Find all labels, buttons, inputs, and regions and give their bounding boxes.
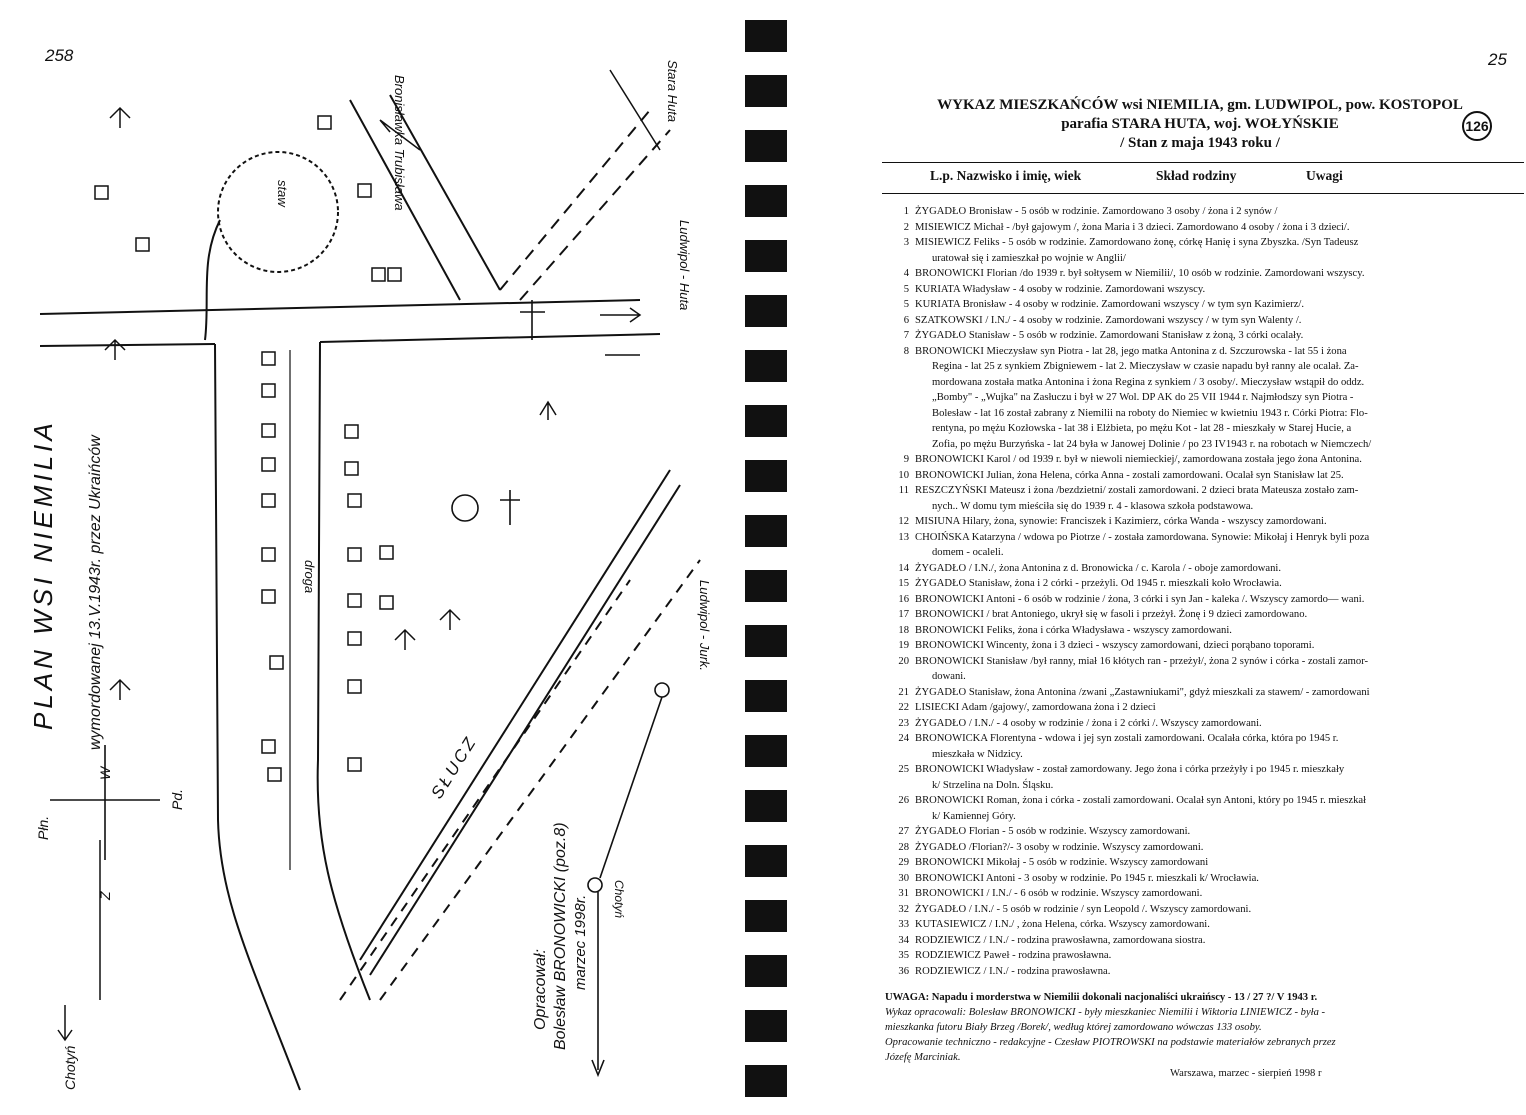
binding-hole	[745, 1065, 787, 1097]
entry-number: 7	[903, 330, 909, 341]
entry-text: ŻYGADŁO / I.N./ - 5 osób w rodzinie / syn Leopold /. Wszyscy zamordowani.	[915, 903, 1252, 915]
entry-number: 11	[898, 485, 909, 496]
entry-number: 20	[898, 655, 909, 667]
entry-number: 29	[898, 857, 909, 868]
entry-text: BRONOWICKI Antoni - 6 osób w rodzinie / żona, 3 córki i syn Jan - kaleka /. Wszyscy zamordo— wani.	[915, 593, 1365, 605]
compass-west: Z	[97, 891, 113, 900]
road-stara-huta-left	[500, 110, 650, 290]
list-item	[882, 452, 1522, 468]
header-rule-top	[882, 162, 1524, 163]
entry-continuation: k/ Kamiennej Góry.	[932, 810, 1016, 822]
inhabitants-list	[882, 204, 1522, 979]
entry-number: 12	[898, 516, 909, 527]
village-road-left-edge	[215, 344, 300, 1090]
entry-number: 2	[903, 221, 909, 233]
entry-text: BRONOWICKI / brat Antoniego, ukrył się w fasoli i przeżył. Żonę i 9 dzieci zamordowano.	[915, 609, 1308, 620]
right-page-number: 25	[1488, 50, 1507, 69]
note-line-3: Opracowanie techniczno - redakcyjne - Czesław PIOTROWSKI na podstawie materiałów zebranych przez	[885, 1037, 1336, 1048]
compass-south: Pd.	[169, 788, 185, 810]
entry-number: 24	[898, 733, 909, 744]
list-title	[920, 96, 1480, 153]
entry-text: ŻYGADŁO Stanisław, żona i 2 córki - przeżyli. Od 1945 r. mieszkali koło Wrocławia.	[915, 578, 1282, 589]
list-item	[882, 592, 1522, 608]
binding-hole	[745, 680, 787, 712]
entry-text: MISIEWICZ Feliks - 5 osób w rodzinie. Zamordowano żonę, córkę Hanię i syna Zbyszka. /Syn Tadeusz	[915, 237, 1359, 248]
road-droga: droga	[302, 560, 317, 594]
entry-number: 36	[898, 965, 909, 977]
entry-text: LISIECKI Adam /gajowy/, zamordowana żona i 2 dzieci	[915, 702, 1156, 713]
entry-continuation: „Bomby" - „Wujka" na Zasłuczu i był w 27 Wol. DP AK do 25 VII 1944 r. Najmłodszy syn Piotra -	[932, 392, 1354, 403]
note-line-4: Józefę Marciniak.	[885, 1052, 961, 1063]
binding-hole	[745, 570, 787, 602]
river-dashed-bank-2	[380, 560, 700, 1000]
note-line-2: mieszkanka futoru Biały Brzeg /Borek/, według której zamordowano wówczas 133 osoby.	[885, 1022, 1262, 1033]
entry-number: 32	[898, 903, 909, 915]
village-map	[0, 0, 740, 1115]
entry-number: 23	[898, 717, 909, 729]
list-item	[882, 948, 1522, 964]
title-line-1: WYKAZ MIESZKAŃCÓW wsi NIEMILIA, gm. LUDWIPOL, pow. KOSTOPOL	[937, 97, 1463, 113]
note-heading: UWAGA: Napadu i morderstwa w Niemilii dokonali nacjonaliści ukraińscy - 13 / 27 ?/ V 1943 r.	[885, 992, 1318, 1003]
entry-text: RODZIEWICZ / I.N./ - rodzina prawosławna, zamordowana siostra.	[915, 934, 1206, 946]
entry-text: ŻYGADŁO Stanisław, żona Antonina /zwani „Zastawniukami", gdyż mieszkali za stawem/ - zamordowani	[915, 686, 1370, 698]
entry-number: 13	[898, 531, 909, 543]
entry-number: 30	[898, 872, 909, 884]
note-block	[885, 990, 1525, 1065]
entry-number: 27	[898, 826, 909, 837]
list-item	[882, 762, 1522, 778]
entry-text: BRONOWICKI Mieczysław syn Piotra - lat 28, jego matka Antonina z d. Szczurowska - lat 55 i żona	[915, 345, 1347, 357]
list-item	[882, 840, 1522, 856]
main-road-top-edge	[40, 300, 640, 314]
left-page-number: 258	[45, 46, 74, 65]
list-item	[882, 282, 1522, 298]
entry-number: 4	[903, 268, 909, 279]
list-item	[882, 933, 1522, 949]
entry-number: 18	[898, 624, 909, 636]
entry-continuation: k/ Strzelina na Doln. Śląsku.	[932, 779, 1054, 791]
list-item	[882, 638, 1522, 654]
binding-hole	[745, 845, 787, 877]
binding-hole	[745, 735, 787, 767]
list-item	[882, 514, 1522, 530]
list-item	[882, 204, 1522, 220]
entry-text: BRONOWICKI Wincenty, żona i 3 dzieci - wszyscy zamordowani, dzieci porąbano toporami.	[915, 640, 1315, 651]
entry-number: 21	[898, 686, 909, 698]
entry-continuation: dowani.	[932, 671, 966, 682]
houses	[95, 116, 401, 781]
list-item	[882, 483, 1522, 499]
village-road-right-edge	[318, 342, 370, 1000]
entry-text: ŻYGADŁO /Florian?/- 3 osoby w rodzinie. Wszyscy zamordowani.	[915, 841, 1204, 853]
list-item	[882, 235, 1522, 251]
entry-text: RODZIEWICZ / I.N./ - rodzina prawosławna.	[915, 965, 1111, 977]
road-chotyn-right: Chotyń	[612, 880, 626, 919]
arrows	[58, 70, 660, 1040]
entry-continuation: nych.. W domu tym mieściła się do 1939 r. 4 - klasowa szkoła podstawowa.	[932, 500, 1254, 512]
list-item	[882, 530, 1522, 546]
entry-text: ŻYGADŁO / I.N./, żona Antonina z d. Bronowicka / c. Karola / - oboje zamordowani.	[915, 562, 1281, 574]
entry-number: 34	[898, 934, 909, 946]
entry-text: RODZIEWICZ Paweł - rodzina prawosławna.	[915, 950, 1112, 961]
entry-number: 33	[898, 919, 909, 930]
binding-hole	[745, 130, 787, 162]
entry-continuation: Zofia, po mężu Burzyńska - lat 24 była w Janowej Dolinie / po 23 IV1943 r. na robotach w Niemczech/	[932, 438, 1372, 450]
entry-text: ŻYGADŁO Bronisław - 5 osób w rodzinie. Zamordowano 3 osoby / żona i 2 synów /	[915, 206, 1278, 217]
document-number-badge: 126	[1462, 111, 1492, 141]
entry-text: KUTASIEWICZ / I.N./ , żona Helena, córka. Wszyscy zamordowani.	[915, 919, 1210, 930]
main-road-bottom-edge-right	[320, 334, 660, 342]
entry-text: MISIEWICZ Michał - /był gajowym /, żona Maria i 3 dzieci. Zamordowano 4 osoby / żona i 3 dzieci/.	[915, 221, 1350, 233]
entry-number: 9	[903, 454, 909, 465]
list-item	[882, 220, 1522, 236]
entry-number: 8	[903, 345, 909, 357]
entry-number: 22	[898, 702, 909, 713]
entry-number: 17	[898, 609, 909, 620]
list-item	[882, 871, 1522, 887]
entry-text: ŻYGADŁO Stanisław - 5 osób w rodzinie. Zamordowani Stanisław z żoną, 3 córki ocalały.	[915, 330, 1304, 341]
list-item	[882, 468, 1522, 484]
entry-continuation: mieszkała w Nidzicy.	[932, 748, 1023, 760]
left-page-map	[0, 0, 740, 1115]
binding-hole	[745, 20, 787, 52]
binding-hole	[745, 185, 787, 217]
river-edge-2	[370, 485, 680, 975]
list-item	[882, 886, 1522, 902]
entry-number: 19	[898, 640, 909, 651]
cross-symbol-2	[520, 300, 545, 340]
compass-rose	[50, 745, 160, 860]
entry-number: 28	[898, 841, 909, 853]
authors-label: Opracował:	[532, 949, 549, 1030]
binding-hole	[745, 790, 787, 822]
pond-label: staw	[275, 180, 290, 207]
entry-number: 35	[898, 950, 909, 961]
binding-hole	[745, 515, 787, 547]
list-item	[882, 297, 1522, 313]
place-and-date: Warszawa, marzec - sierpień 1998 r	[1170, 1068, 1322, 1079]
header-rule-bottom	[882, 193, 1524, 194]
list-item	[882, 824, 1522, 840]
list-item	[882, 313, 1522, 329]
entry-continuation: Bolesław - lat 16 został zabrany z Niemilii na roboty do Niemiec w kwietniu 1943 r. Córki Piotra: Flo-	[932, 407, 1368, 419]
binding-hole	[745, 625, 787, 657]
river-name: SŁUCZ	[427, 732, 481, 803]
list-item	[882, 902, 1522, 918]
title-line-2: parafia STARA HUTA, woj. WOŁYŃSKIE	[1061, 116, 1339, 132]
list-item	[882, 731, 1522, 747]
entry-number: 5	[903, 299, 909, 310]
binding-hole	[745, 460, 787, 492]
church-circle	[452, 495, 478, 521]
entry-text: BRONOWICKI Mikołaj - 5 osób w rodzinie. Wszyscy zamordowani	[915, 857, 1209, 868]
binding-hole	[745, 405, 787, 437]
list-item	[882, 576, 1522, 592]
list-item	[882, 716, 1522, 732]
entry-text: BRONOWICKI Antoni - 3 osoby w rodzinie. Po 1945 r. mieszkali k/ Wrocławia.	[915, 872, 1259, 884]
line-between-points	[600, 697, 662, 878]
main-road-bottom-edge-left	[40, 344, 215, 346]
road-ludwipol-jurkiewicze: Ludwipol - Jurk.	[697, 580, 712, 672]
entry-number: 14	[898, 562, 909, 574]
entry-text: RESZCZYŃSKI Mateusz i żona /bezdzietni/ zostali zamordowani. 2 dzieci brata Mateusza zostało zam-	[915, 485, 1359, 496]
entry-text: MISIUNA Hilary, żona, synowie: Franciszek i Kazimierz, córka Wanda - wszyscy zamordowani.	[915, 516, 1327, 527]
entry-number: 15	[898, 578, 909, 589]
entry-text: BRONOWICKI Julian, żona Helena, córka Anna - zostali zamordowani. Ocalał syn Stanisław lat 25.	[915, 469, 1344, 481]
binding-hole	[745, 295, 787, 327]
entry-number: 6	[903, 314, 909, 326]
entry-number: 5	[903, 283, 909, 295]
list-item	[882, 266, 1522, 282]
entry-text: BRONOWICKI Stanisław /był ranny, miał 16 kłótych ran - przeżył/, żona 2 synów i córka - zostali zamor-	[915, 655, 1369, 667]
cross-symbol	[500, 490, 520, 525]
entry-text: BRONOWICKA Florentyna - wdowa i jej syn zostali zamordowani. Ocalała córka, która po 1945 r.	[915, 733, 1339, 744]
binding-hole	[745, 1010, 787, 1042]
list-item	[882, 561, 1522, 577]
road-stara-huta-right	[520, 130, 670, 300]
entry-continuation: Regina - lat 25 z synkiem Zbigniewem - lat 2. Mieczysław w czasie napadu był ranny ale ocalał. Za-	[932, 361, 1359, 372]
binding-hole	[745, 900, 787, 932]
list-item	[882, 654, 1522, 670]
entry-text: BRONOWICKI Karol / od 1939 r. był w niewoli niemieckiej/, zamordowana została jego żona Antonina.	[915, 454, 1362, 465]
pond	[218, 152, 338, 272]
entry-continuation: mordowana została matka Antonina i żona Regina z synkiem / 3 osoby/. Mieczysław wstąpił do oddz.	[932, 376, 1365, 388]
binding-hole	[745, 350, 787, 382]
road-bronislawka: Bronisławka Trubisława	[392, 75, 407, 211]
list-item	[882, 700, 1522, 716]
entry-number: 10	[898, 469, 909, 481]
compass-north: Płn.	[35, 815, 51, 840]
entry-continuation: rentyna, po mężu Kozłowska - lat 38 i Elżbieta, po mężu Kot - lat 28 - mieszkały w Starej Hucie, a	[932, 423, 1352, 434]
list-item	[882, 344, 1522, 360]
point-circle-1	[655, 683, 669, 697]
right-page-list	[800, 0, 1526, 1115]
entry-text: CHOIŃSKA Katarzyna / wdowa po Piotrze / - została zamordowana. Synowie: Mikołaj i Henryk byli poza	[915, 531, 1370, 543]
entry-continuation: domem - ocaleli.	[932, 547, 1004, 558]
road-chotyn: Chotyń	[62, 1045, 78, 1090]
entry-text: SZATKOWSKI / I.N./ - 4 osoby w rodzinie. Zamordowani wszyscy / w tym syn Walenty /.	[915, 314, 1302, 326]
binding-hole	[745, 240, 787, 272]
point-circle-2	[588, 878, 602, 892]
title-line-3: / Stan z maja 1943 roku /	[1120, 135, 1280, 151]
list-item	[882, 793, 1522, 809]
spiral-binding	[740, 0, 800, 1115]
road-stara-huta: Stara Huta	[665, 60, 680, 123]
list-item	[882, 855, 1522, 871]
road-ludwipol: Ludwipol - Huta	[677, 220, 692, 311]
list-item	[882, 917, 1522, 933]
column-header-family: Skład rodziny	[1156, 168, 1237, 183]
entry-text: KURIATA Bronisław - 4 osoby w rodzinie. Zamordowani wszyscy / w tym syn Kazimierz/.	[915, 299, 1304, 310]
entry-number: 1	[903, 206, 909, 217]
binding-hole	[745, 955, 787, 987]
entry-text: ŻYGADŁO Florian - 5 osób w rodzinie. Wszyscy zamordowani.	[915, 826, 1191, 837]
entry-number: 3	[903, 237, 909, 248]
entry-text: BRONOWICKI Florian /do 1939 r. był sołtysem w Niemilii/, 10 osób w rodzinie. Zamordowani wszyscy.	[915, 268, 1365, 279]
entry-number: 16	[898, 593, 909, 605]
entry-text: BRONOWICKI Feliks, żona i córka Władysława - wszyscy zamordowani.	[915, 624, 1232, 636]
map-title: PLAN WSI NIEMILIA	[28, 419, 58, 730]
list-item	[882, 964, 1522, 980]
list-item	[882, 328, 1522, 344]
list-item	[882, 685, 1522, 701]
author-date: marzec 1998r.	[572, 894, 589, 990]
list-item	[882, 607, 1522, 623]
compass-east: W	[97, 766, 113, 780]
entry-text: BRONOWICKI Roman, żona i córka - zostali zamordowani. Ocalał syn Antoni, który po 1945 r. mieszkał	[915, 795, 1367, 806]
entry-text: BRONOWICKI / I.N./ - 6 osób w rodzinie. Wszyscy zamordowani.	[915, 888, 1203, 899]
column-header-name: L.p. Nazwisko i imię, wiek	[930, 168, 1082, 183]
entry-text: ŻYGADŁO / I.N./ - 4 osoby w rodzinie / żona i 2 córki /. Wszyscy zamordowani.	[915, 717, 1262, 729]
entry-continuation: uratował się i zamieszkał po wojnie w Anglii/	[932, 252, 1126, 264]
note-line-1: Wykaz opracowali: Bolesław BRONOWICKI - były mieszkaniec Niemilii i Wiktoria LINIEWICZ - była -	[885, 1007, 1326, 1018]
column-header-notes: Uwagi	[1306, 168, 1343, 183]
entry-text: BRONOWICKI Władysław - został zamordowany. Jego żona i córka przeżyły i po 1945 r. mieszkały	[915, 764, 1345, 775]
entry-number: 26	[898, 795, 909, 806]
entry-number: 25	[898, 764, 909, 775]
entry-number: 31	[898, 888, 909, 899]
map-subtitle: wymordowanej 13.V.1943r. przez Ukraińców	[87, 435, 104, 750]
list-item	[882, 623, 1522, 639]
binding-hole	[745, 75, 787, 107]
stream	[205, 220, 220, 340]
entry-text: KURIATA Władysław - 4 osoby w rodzinie. Zamordowani wszyscy.	[915, 283, 1206, 295]
author-name: Bolesław BRONOWICKI (poz.8)	[552, 822, 569, 1050]
